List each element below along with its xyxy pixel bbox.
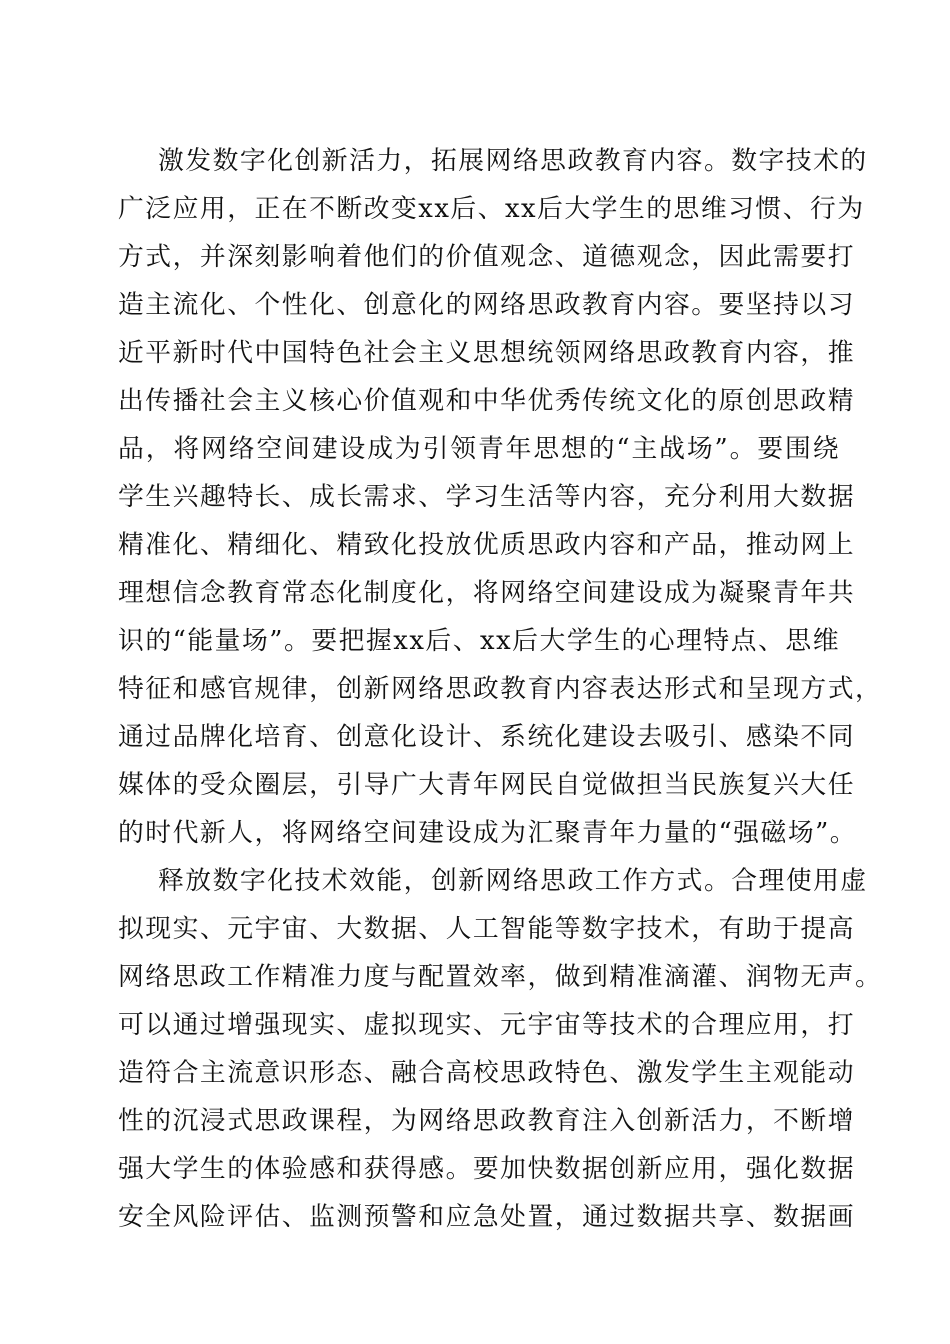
text-line: 精准化、精细化、精致化投放优质思政内容和产品，推动网上 [118,530,856,560]
text-line: 强大学生的体验感和获得感。要加快数据创新应用，强化数据 [118,1154,856,1184]
text-line: 理想信念教育常态化制度化，将网络空间建设成为凝聚青年共 [118,578,856,608]
paragraph [118,137,883,857]
text-line: 品，将网络空间建设成为引领青年思想的“主战场”。要围绕 [118,434,840,464]
text-line: 的时代新人，将网络空间建设成为汇聚青年力量的“强磁场”。 [118,818,858,848]
text-line: 性的沉浸式思政课程，为网络思政教育注入创新活力，不断增 [118,1106,856,1136]
text-line: 可以通过增强现实、虚拟现实、元宇宙等技术的合理应用，打 [118,1010,856,1040]
text-line: 拟现实、元宇宙、大数据、人工智能等数字技术，有助于提高 [118,914,856,944]
text-line: 学生兴趣特长、成长需求、学习生活等内容，充分利用大数据 [118,482,856,512]
text-line: 释放数字化技术效能，创新网络思政工作方式。合理使用虚 [158,866,868,896]
text-line: 网络思政工作精准力度与配置效率，做到精准滴灌、润物无声。 [118,962,883,992]
text-line: 通过品牌化培育、创意化设计、系统化建设去吸引、感染不同 [118,722,856,752]
text-line: 识的“能量场”。要把握xx后、xx后大学生的心理特点、思维 [118,626,840,656]
text-line: 广泛应用，正在不断改变xx后、xx后大学生的思维习惯、行为 [118,194,865,224]
text-line: 造符合主流意识形态、融合高校思政特色、激发学生主观能动 [118,1058,856,1088]
text-line: 激发数字化创新活力，拓展网络思政教育内容。数字技术的 [158,146,868,176]
text-line: 方式，并深刻影响着他们的价值观念、道德观念，因此需要打 [118,242,856,272]
text-line: 近平新时代中国特色社会主义思想统领网络思政教育内容，推 [118,338,856,368]
text-line: 出传播社会主义核心价值观和中华优秀传统文化的原创思政精 [118,386,856,416]
text-line: 安全风险评估、监测预警和应急处置，通过数据共享、数据画 [118,1202,856,1232]
paragraph [118,857,883,1241]
text-line: 媒体的受众圈层，引导广大青年网民自觉做担当民族复兴大任 [118,770,856,800]
body-text [118,137,883,1241]
text-line: 造主流化、个性化、创意化的网络思政教育内容。要坚持以习 [118,290,856,320]
text-line: 特征和感官规律，创新网络思政教育内容表达形式和呈现方式， [118,674,883,704]
